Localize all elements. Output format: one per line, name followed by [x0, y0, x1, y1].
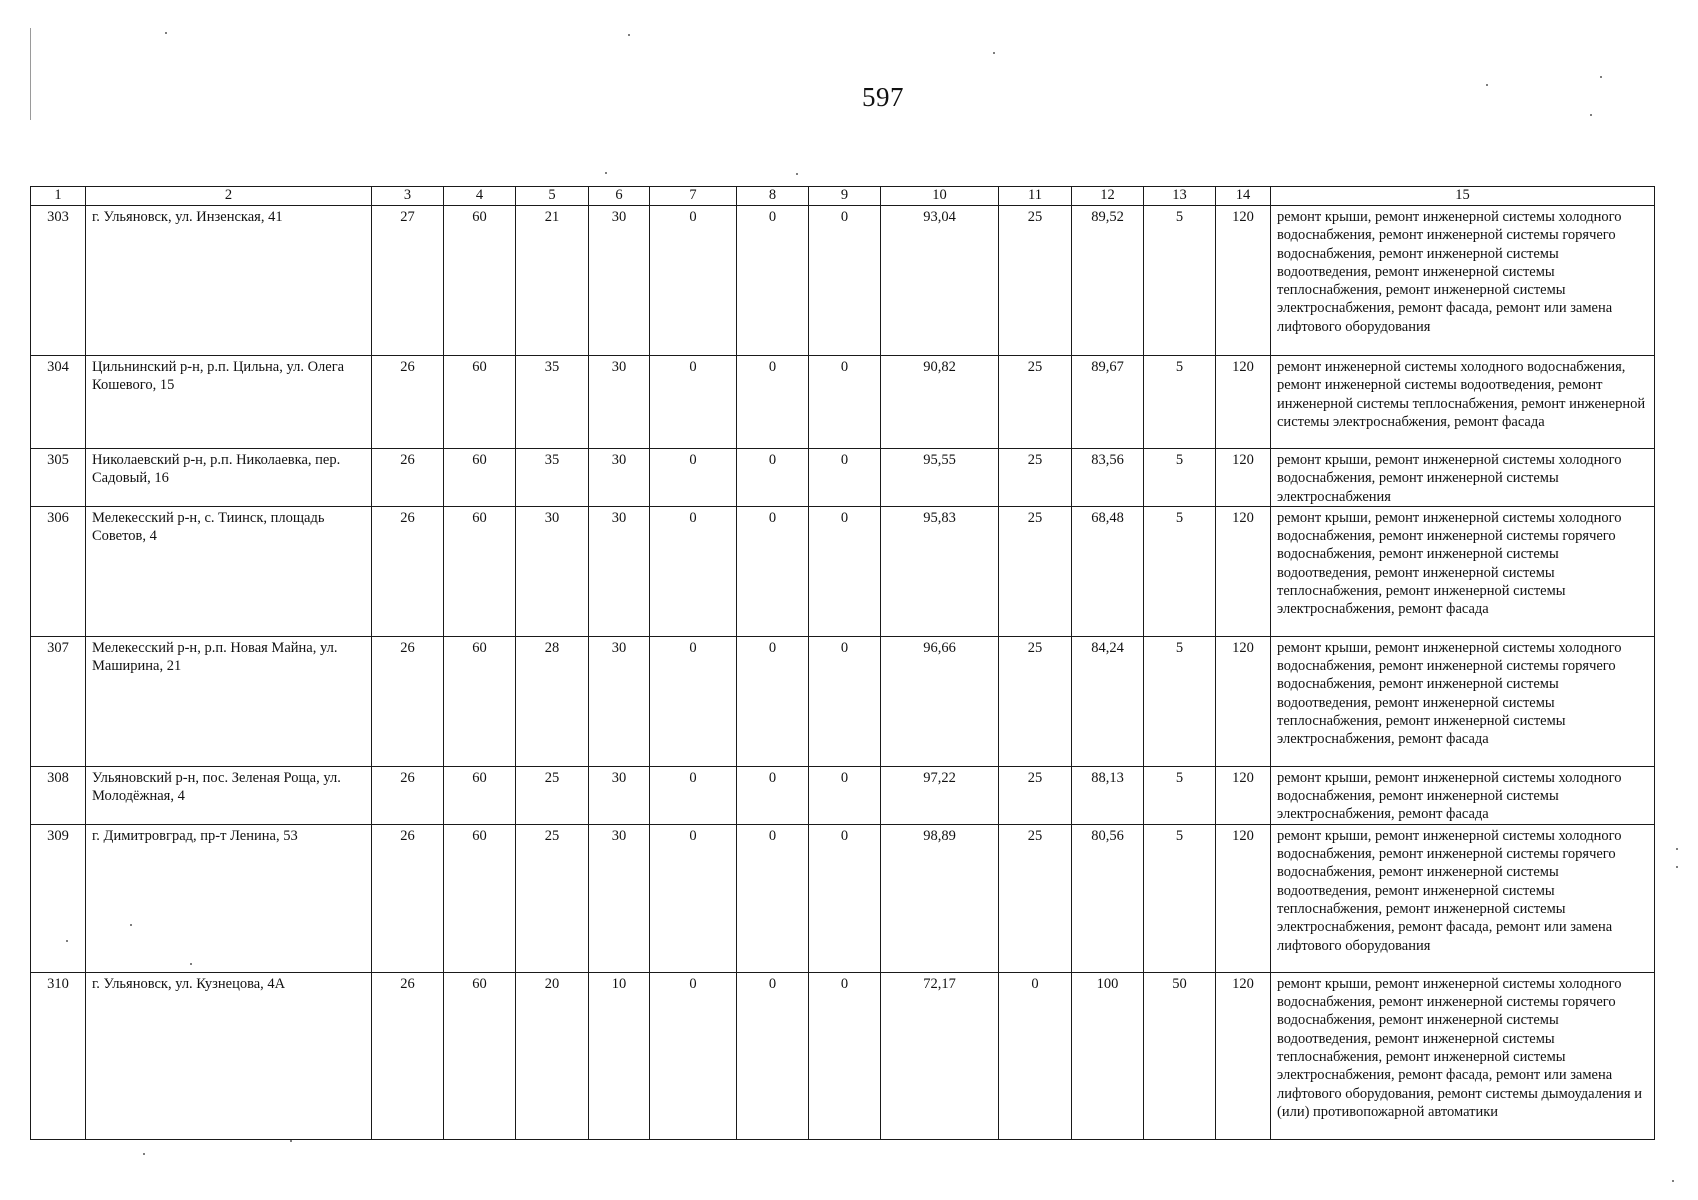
table-cell: 5	[1144, 824, 1216, 972]
table-cell: 0	[650, 636, 737, 766]
table-cell: 60	[444, 449, 516, 507]
row-number: 303	[31, 206, 86, 356]
table-cell: 120	[1216, 824, 1271, 972]
table-cell: 0	[737, 206, 809, 356]
page-number: 597	[862, 82, 904, 112]
column-header: 15	[1271, 187, 1655, 206]
table-cell: 0	[809, 206, 881, 356]
table-cell: 50	[1144, 972, 1216, 1139]
table-row	[31, 972, 1655, 1139]
table-cell: 89,52	[1072, 206, 1144, 356]
scan-speck	[165, 32, 167, 34]
table-cell: 0	[650, 972, 737, 1139]
table-cell: 96,66	[881, 636, 999, 766]
table-cell: 84,24	[1072, 636, 1144, 766]
table-cell: 0	[809, 449, 881, 507]
table-cell: 26	[372, 506, 444, 636]
table-cell: 120	[1216, 636, 1271, 766]
table-cell: 120	[1216, 449, 1271, 507]
table-cell: 0	[650, 449, 737, 507]
table-cell: 0	[650, 824, 737, 972]
table-cell: 28	[516, 636, 589, 766]
table-cell: 5	[1144, 356, 1216, 449]
table-cell: 0	[650, 356, 737, 449]
table-cell: 0	[809, 824, 881, 972]
table-row	[31, 449, 1655, 507]
table-cell: 5	[1144, 449, 1216, 507]
scan-speck	[290, 1140, 292, 1142]
row-number: 308	[31, 766, 86, 824]
table-cell: 21	[516, 206, 589, 356]
column-header: 8	[737, 187, 809, 206]
table-cell: 60	[444, 636, 516, 766]
table-cell: 27	[372, 206, 444, 356]
table-row	[31, 766, 1655, 824]
table-cell: 120	[1216, 356, 1271, 449]
table-cell: 25	[999, 449, 1072, 507]
table-row	[31, 824, 1655, 972]
scan-speck	[143, 1153, 145, 1155]
table-cell: 95,55	[881, 449, 999, 507]
works-cell: ремонт крыши, ремонт инженерной системы холодного водоснабжения, ремонт инженерной системы горячего водоснабжения, ремонт инженерной системы водоотведения, ремонт инженерной системы теплоснабжения, ремонт инженерной системы электроснабжения, ремонт фасада	[1271, 636, 1655, 766]
table-cell: 35	[516, 356, 589, 449]
table-cell: 20	[516, 972, 589, 1139]
table-cell: 97,22	[881, 766, 999, 824]
scan-speck	[628, 34, 630, 36]
table-row	[31, 206, 1655, 356]
table-cell: 0	[999, 972, 1072, 1139]
table-cell: 90,82	[881, 356, 999, 449]
data-table	[30, 186, 1655, 1140]
table-cell: 88,13	[1072, 766, 1144, 824]
table-cell: 0	[737, 506, 809, 636]
table-cell: 0	[737, 356, 809, 449]
table-cell: 25	[516, 824, 589, 972]
table-cell: 25	[999, 824, 1072, 972]
table-cell: 5	[1144, 206, 1216, 356]
table-cell: 0	[650, 506, 737, 636]
table-cell: 60	[444, 972, 516, 1139]
table-cell: 72,17	[881, 972, 999, 1139]
table-cell: 0	[809, 972, 881, 1139]
header-row	[31, 187, 1655, 206]
table-cell: 120	[1216, 506, 1271, 636]
table-cell: 26	[372, 972, 444, 1139]
table-cell: 26	[372, 824, 444, 972]
column-header: 1	[31, 187, 86, 206]
scan-speck	[1486, 84, 1488, 86]
table-cell: 0	[737, 766, 809, 824]
column-header: 3	[372, 187, 444, 206]
scan-speck	[993, 52, 995, 54]
table-cell: 26	[372, 766, 444, 824]
table-cell: 26	[372, 356, 444, 449]
table-cell: 98,89	[881, 824, 999, 972]
table-cell: 93,04	[881, 206, 999, 356]
table-cell: 0	[737, 824, 809, 972]
table-cell: 120	[1216, 206, 1271, 356]
scan-speck	[605, 172, 607, 174]
address-cell: г. Димитровград, пр-т Ленина, 53	[86, 824, 372, 972]
column-header: 7	[650, 187, 737, 206]
table-row	[31, 356, 1655, 449]
row-number: 307	[31, 636, 86, 766]
table-cell: 0	[737, 972, 809, 1139]
table-cell: 25	[999, 636, 1072, 766]
column-header: 4	[444, 187, 516, 206]
table-cell: 25	[999, 506, 1072, 636]
address-cell: Мелекесский р-н, р.п. Новая Майна, ул. Маширина, 21	[86, 636, 372, 766]
table-cell: 60	[444, 356, 516, 449]
table-cell: 30	[516, 506, 589, 636]
table-cell: 5	[1144, 506, 1216, 636]
address-cell: Ульяновский р-н, пос. Зеленая Роща, ул. Молодёжная, 4	[86, 766, 372, 824]
table-cell: 0	[809, 636, 881, 766]
column-header: 11	[999, 187, 1072, 206]
table-row	[31, 506, 1655, 636]
scan-speck	[1676, 866, 1678, 868]
column-header: 5	[516, 187, 589, 206]
works-cell: ремонт крыши, ремонт инженерной системы холодного водоснабжения, ремонт инженерной системы горячего водоснабжения, ремонт инженерной системы водоотведения, ремонт инженерной системы теплоснабжения, ремонт инженерной системы электроснабжения, ремонт фасада, ремонт или замена лифтового оборудования	[1271, 824, 1655, 972]
table-cell: 60	[444, 766, 516, 824]
table-cell: 5	[1144, 766, 1216, 824]
table-cell: 0	[809, 356, 881, 449]
table-cell: 60	[444, 206, 516, 356]
column-header: 9	[809, 187, 881, 206]
table-cell: 26	[372, 449, 444, 507]
row-number: 309	[31, 824, 86, 972]
address-cell: Николаевский р-н, р.п. Николаевка, пер. Садовый, 16	[86, 449, 372, 507]
table-cell: 30	[589, 636, 650, 766]
table-cell: 0	[737, 449, 809, 507]
table-cell: 100	[1072, 972, 1144, 1139]
address-cell: г. Ульяновск, ул. Инзенская, 41	[86, 206, 372, 356]
table-cell: 30	[589, 449, 650, 507]
address-cell: Мелекесский р-н, с. Тиинск, площадь Советов, 4	[86, 506, 372, 636]
row-number: 310	[31, 972, 86, 1139]
works-cell: ремонт крыши, ремонт инженерной системы холодного водоснабжения, ремонт инженерной системы горячего водоснабжения, ремонт инженерной системы водоотведения, ремонт инженерной системы теплоснабжения, ремонт инженерной системы электроснабжения, ремонт фасада, ремонт или замена лифтового оборудования	[1271, 206, 1655, 356]
scan-speck	[1676, 848, 1678, 850]
table-cell: 83,56	[1072, 449, 1144, 507]
table-cell: 0	[650, 766, 737, 824]
table-cell: 26	[372, 636, 444, 766]
table-cell: 68,48	[1072, 506, 1144, 636]
column-header: 10	[881, 187, 999, 206]
table-cell: 0	[809, 766, 881, 824]
table-cell: 120	[1216, 766, 1271, 824]
column-header: 2	[86, 187, 372, 206]
table-cell: 30	[589, 206, 650, 356]
works-cell: ремонт крыши, ремонт инженерной системы холодного водоснабжения, ремонт инженерной системы электроснабжения, ремонт фасада	[1271, 766, 1655, 824]
column-header: 6	[589, 187, 650, 206]
works-cell: ремонт крыши, ремонт инженерной системы холодного водоснабжения, ремонт инженерной системы горячего водоснабжения, ремонт инженерной системы водоотведения, ремонт инженерной системы теплоснабжения, ремонт инженерной системы электроснабжения, ремонт фасада	[1271, 506, 1655, 636]
table-cell: 30	[589, 824, 650, 972]
row-number: 306	[31, 506, 86, 636]
table-cell: 30	[589, 506, 650, 636]
scan-speck	[1590, 114, 1592, 116]
scan-speck	[796, 173, 798, 175]
row-number: 305	[31, 449, 86, 507]
table-cell: 120	[1216, 972, 1271, 1139]
table-cell: 25	[999, 206, 1072, 356]
column-header: 13	[1144, 187, 1216, 206]
table-cell: 25	[999, 766, 1072, 824]
table-row	[31, 636, 1655, 766]
table-cell: 89,67	[1072, 356, 1144, 449]
table-cell: 0	[650, 206, 737, 356]
scan-speck	[1672, 1180, 1674, 1182]
table-cell: 35	[516, 449, 589, 507]
address-cell: Цильнинский р-н, р.п. Цильна, ул. Олега Кошевого, 15	[86, 356, 372, 449]
scan-speck	[1600, 76, 1602, 78]
table-cell: 95,83	[881, 506, 999, 636]
table-cell: 0	[737, 636, 809, 766]
row-number: 304	[31, 356, 86, 449]
works-cell: ремонт крыши, ремонт инженерной системы холодного водоснабжения, ремонт инженерной системы горячего водоснабжения, ремонт инженерной системы водоотведения, ремонт инженерной системы теплоснабжения, ремонт инженерной системы электроснабжения, ремонт фасада, ремонт или замена лифтового оборудования, ремонт системы дымоудаления и (или) противопожарной автоматики	[1271, 972, 1655, 1139]
table-cell: 5	[1144, 636, 1216, 766]
table-cell: 60	[444, 824, 516, 972]
table-cell: 60	[444, 506, 516, 636]
works-cell: ремонт крыши, ремонт инженерной системы холодного водоснабжения, ремонт инженерной системы электроснабжения	[1271, 449, 1655, 507]
table-cell: 25	[999, 356, 1072, 449]
works-cell: ремонт инженерной системы холодного водоснабжения, ремонт инженерной системы водоотведения, ремонт инженерной системы теплоснабжения, ремонт инженерной системы электроснабжения, ремонт фасада	[1271, 356, 1655, 449]
table-cell: 30	[589, 356, 650, 449]
table-cell: 10	[589, 972, 650, 1139]
table-cell: 25	[516, 766, 589, 824]
table-cell: 30	[589, 766, 650, 824]
table-cell: 80,56	[1072, 824, 1144, 972]
column-header: 12	[1072, 187, 1144, 206]
table-cell: 0	[809, 506, 881, 636]
column-header: 14	[1216, 187, 1271, 206]
address-cell: г. Ульяновск, ул. Кузнецова, 4А	[86, 972, 372, 1139]
